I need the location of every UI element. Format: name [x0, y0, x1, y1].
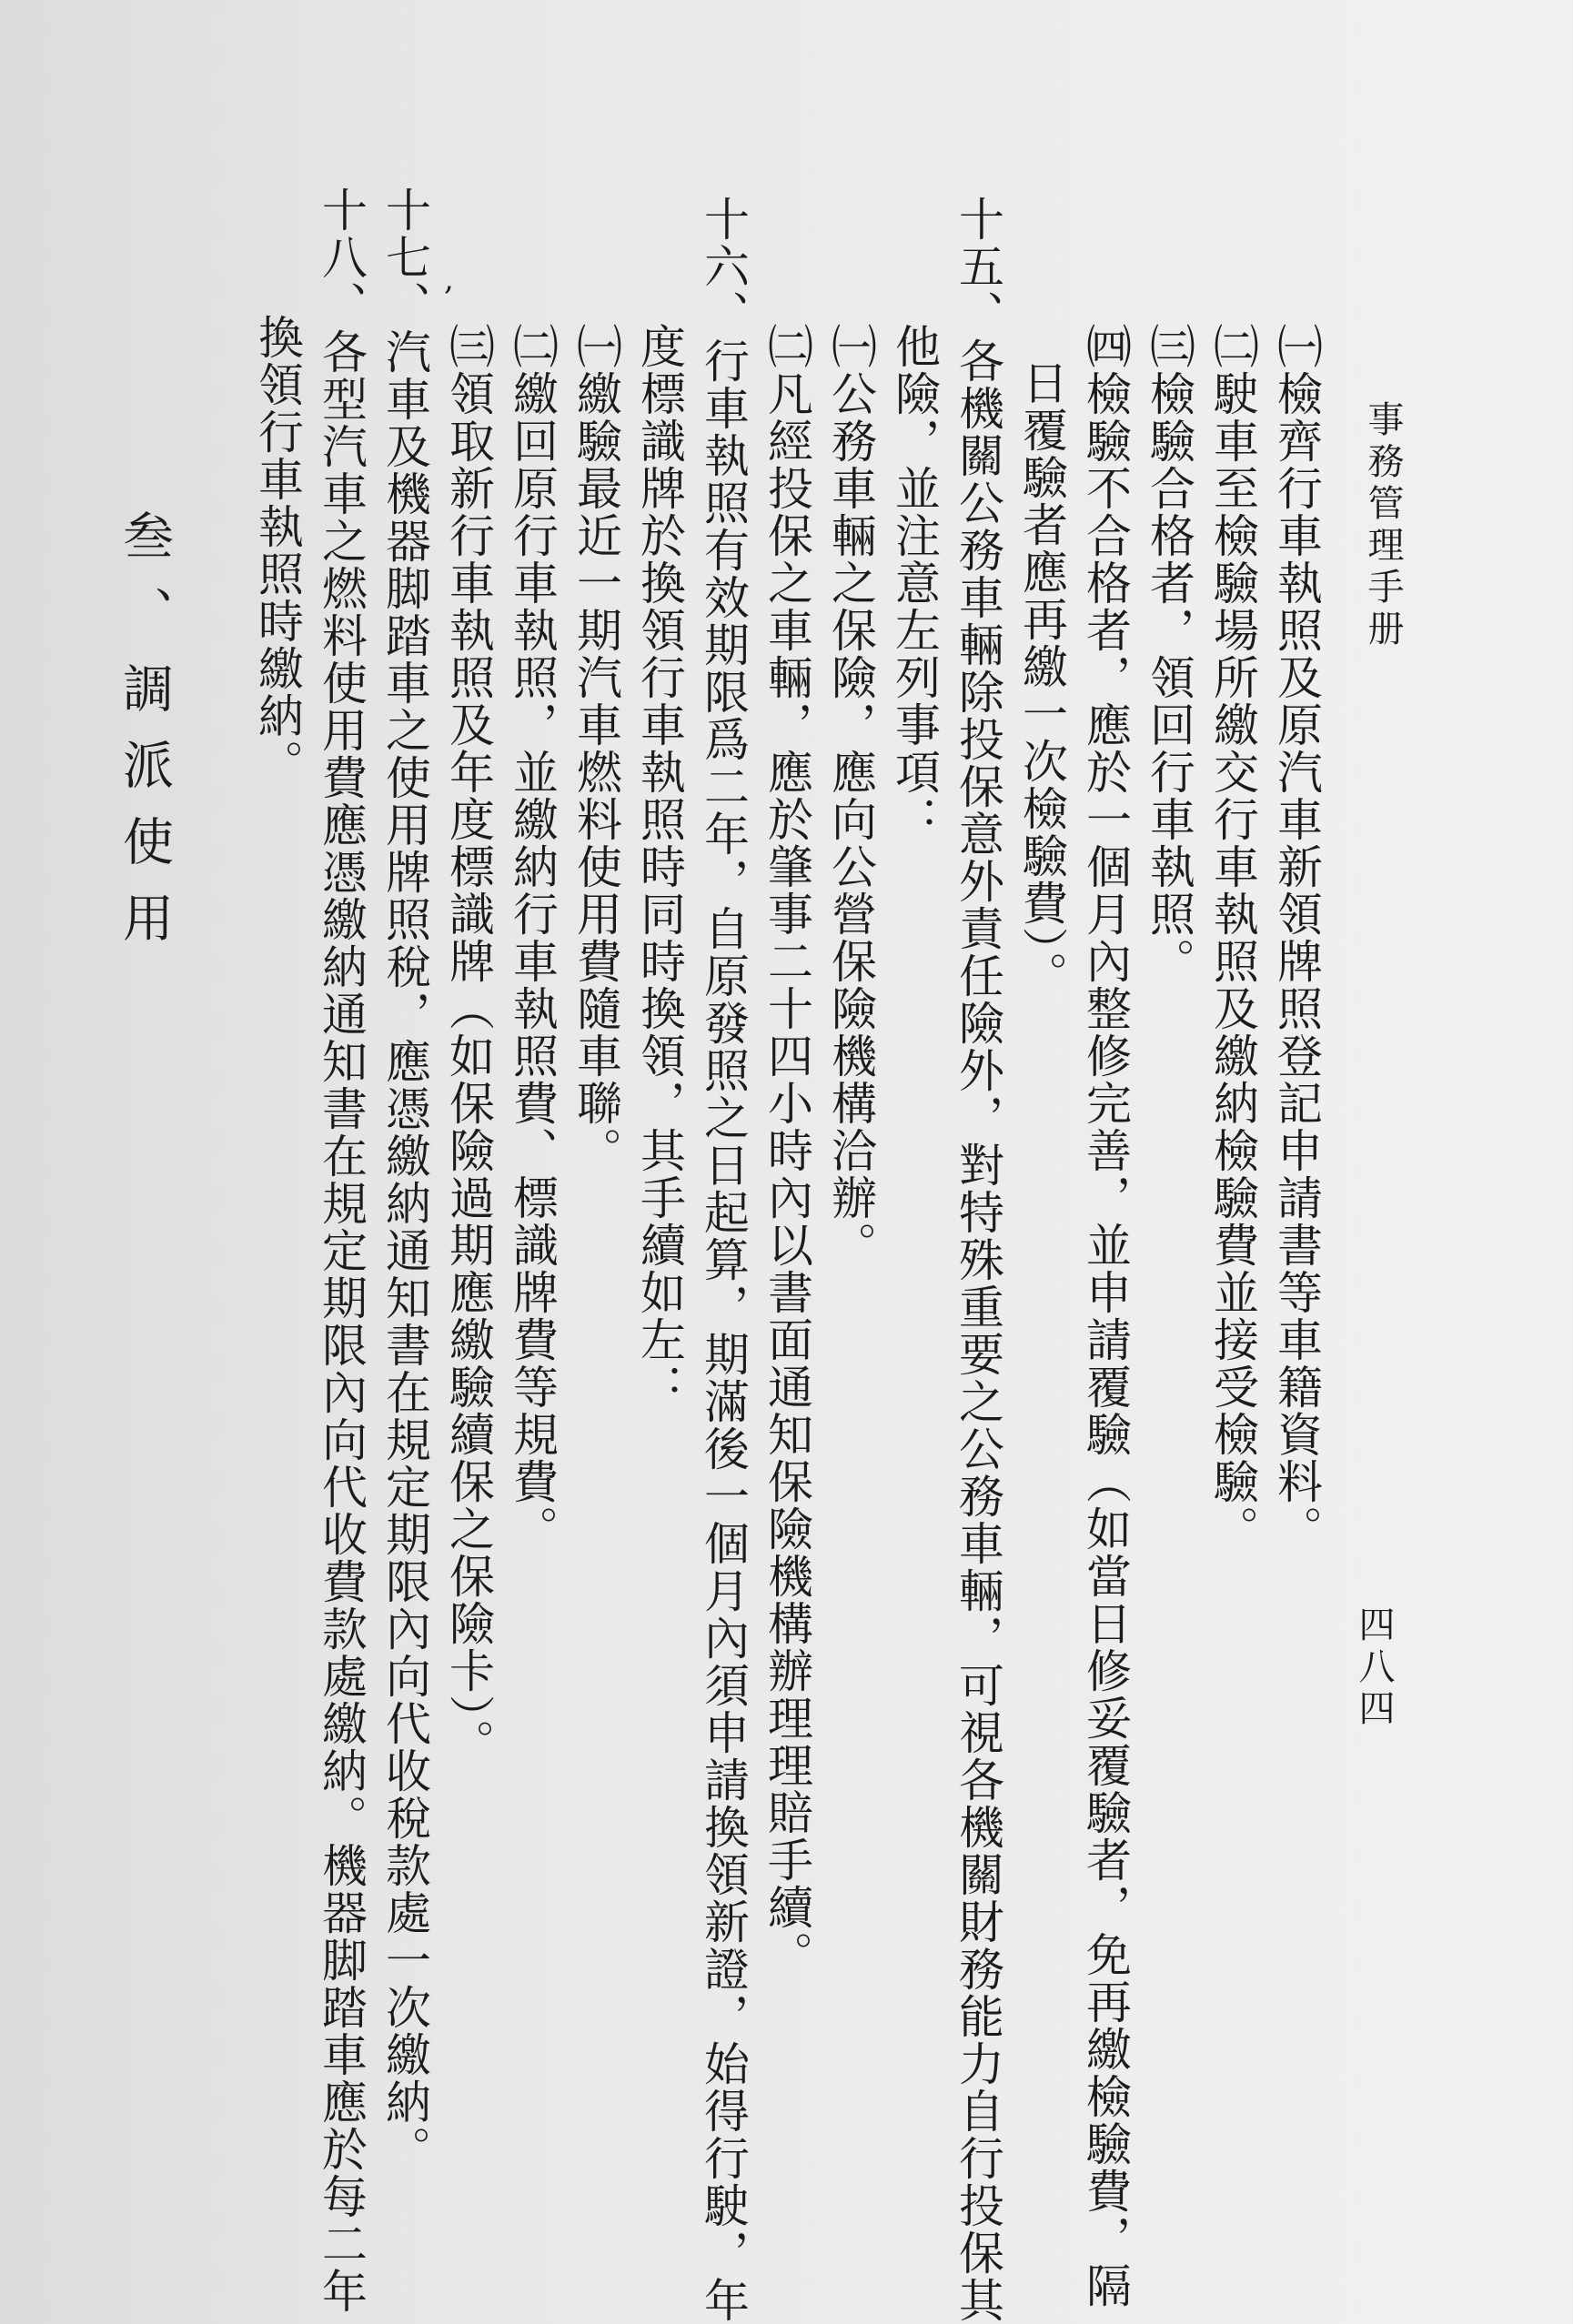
text-column-17: 換領行車執照時繳納。	[251, 314, 304, 787]
text-column-13: ㈡繳回原行車執照，並繳納行車執照費、標識牌費等規費。	[506, 323, 559, 1553]
text-column-14: ㈢領取新行車執照及年度標識牌（如保險過期應繳驗續保之保險卡）。	[442, 323, 495, 1766]
text-column-1: ㈠檢齊行車執照及原汽車新領牌照登記申請書等車籍資料。	[1270, 323, 1323, 1553]
text-column-10: 十六、行車執照有效期限爲二年，自原發照之日起算，期滿後一個月內須申請換領新證，始得行駛，年	[697, 196, 750, 2324]
page-header-title: 事務管理手册	[1362, 400, 1404, 651]
text-column-6: 十五、各機關公務車輛除投保意外責任險外，對特殊重要之公務車輛，可視各機關財務能力自行投保其	[952, 196, 1004, 2324]
text-column-8: ㈠公務車輛之保險，應向公營保險機構洽辦。	[824, 323, 877, 1269]
text-column-5: 日覆驗者應再繳一次檢驗費）。	[1015, 359, 1068, 999]
text-column-7: 他險，並注意左列事項：	[888, 323, 941, 843]
text-column-9: ㈡凡經投保之車輛，應於肇事二十四小時內以書面通知保險機構辦理理賠手續。	[761, 323, 813, 1978]
text-column-15: 十七、汽車及機器脚踏車之使用牌照稅，應憑繳納通知書在規定期限內向代收稅款處一次繳納。	[378, 186, 431, 2173]
text-column-3: ㈢檢驗合格者，領回行車執照。	[1143, 323, 1195, 985]
page-number: 四八四	[1353, 1605, 1395, 1731]
stray-ink-mark: ,	[444, 261, 454, 297]
text-column-12: ㈠繳驗最近一期汽車燃料使用費隨車聯。	[570, 323, 622, 1174]
text-column-4: ㈣檢驗不合格者，應於一個月內整修完善，並申請覆驗（如當日修妥覆驗者，免再繳檢驗費，隔	[1079, 323, 1132, 2309]
section-heading: 叁、調派使用	[115, 509, 174, 968]
text-column-16: 十八、各型汽車之燃料使用費應憑繳納通知書在規定期限內向代收費款處繳納。機器脚踏車應於每二年	[315, 186, 368, 2315]
text-column-11: 度標識牌於換領行車執照時同時換領，其手續如左：	[633, 323, 686, 1411]
text-column-2: ㈡駛車至檢驗場所繳交行車執照及繳納檢驗費並接受檢驗。	[1206, 323, 1259, 1553]
